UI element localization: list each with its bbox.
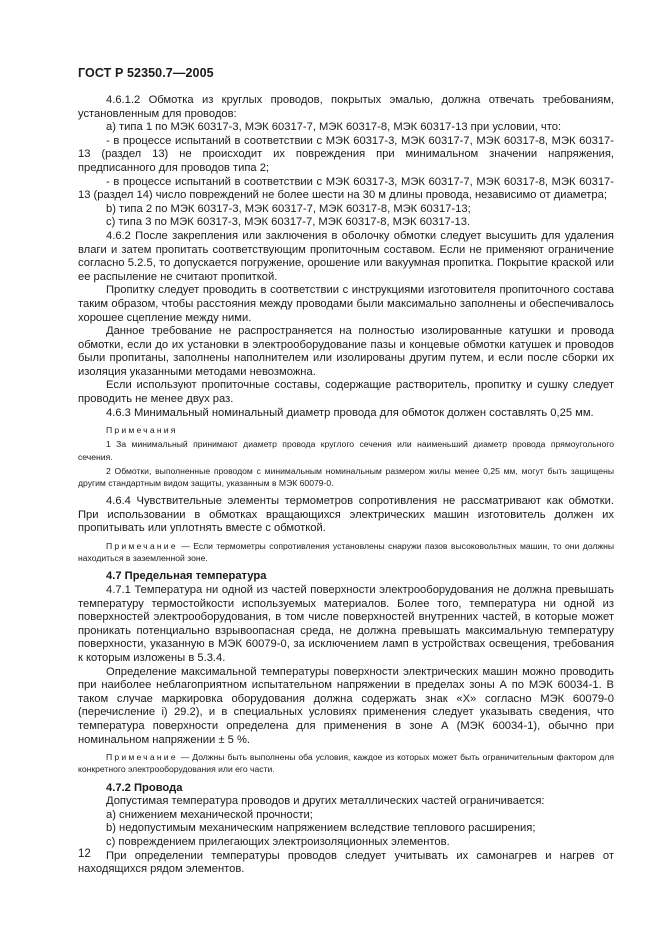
paragraph-4-6-3: 4.6.3 Минимальный номинальный диаметр провода для обмоток должен составлять 0,25 мм. (106, 406, 594, 419)
list-item-a-strength: а) снижением механической прочности; (106, 808, 313, 821)
list-item-a: а) типа 1 по МЭК 60317-3, МЭК 60317-7, МЭК 60317-8, МЭК 60317-13 при условии, что: (106, 121, 562, 134)
list-item-c-damage: c) повреждением прилегающих электроизоляционных элементов. (106, 835, 450, 848)
paragraph-max-temperature: Определение максимальной температуры поверхности электрических машин можно проводить при наиболее неблагоприятном испытательном напряжении в пределах зоны А по МЭК 60034-1. В таком случае маркировка оборудования должна содержать знак «Х» согласно МЭК 60079-0 (перечисление i) 29.2), и в специальных условиях применения следует указывать сведения, что температура поверхности определена для применения в зоне А (МЭК 60034-1), обычно при номинальном напряжении ± 5 %. (78, 665, 614, 746)
paragraph-conductor-limits: Допустимая температура проводов и других металлических частей ограничивается: (106, 795, 545, 808)
paragraph-self-heating: При определении температуры проводов следует учитывать их самонагрев и нагрев от находящихся рядом элементов. (78, 849, 614, 876)
list-subitem-test-14: - в процессе испытаний в соответствии с МЭК 60317-3, МЭК 60317-7, МЭК 60317-8, МЭК 60317-13 (раздел 14) число повреждений не более шести на 30 м длины провода, независимо от диаметра; (78, 175, 614, 202)
paragraph-exception: Данное требование не распространяется на полностью изолированные катушки и провода обмотки, если до их установки в электрооборудование пазы и концевые обмотки катушек и проводов были пропитаны, заполнены наполнителем или изолированы другим путем, и если после сборки их изоляция указанными методами невозможна. (78, 325, 614, 378)
paragraph-4-7-1: 4.7.1 Температура ни одной из частей поверхности электрооборудования не должна превышать температуру термостойкости используемых материалов. Более того, температура ни одной из поверхностей электрооборудования, в том числе поверхностей внутренних частей, в которые может проникать потенциально взрывоопасная среда, не должна превышать максимальную температуру поверхности, указанную в МЭК 60079-0, за исключением ламп в устройствах освещения, требования к которым изложены в 5.3.4. (78, 584, 614, 665)
section-heading-4-7-2: 4.7.2 Провода (106, 781, 183, 794)
note-conditions (78, 751, 614, 775)
note-2: 2 Обмотки, выполненные проводом с минимальным номинальным размером жилы менее 0,25 мм, могут быть защищены другим стандартным видом защиты, указанным в МЭК 60079-0. (78, 465, 614, 489)
section-heading-4-7: 4.7 Предельная температура (106, 570, 267, 583)
note-thermometers (78, 540, 614, 564)
list-item-b-stress: b) недопустимым механическим напряжением вследствие теплового расширения; (106, 822, 536, 835)
paragraph-4-6-4: 4.6.4 Чувствительные элементы термометров сопротивления не рассматривают как обмотки. При использовании в обмотках вращающихся электрических машин изготовитель должен их пропитывать или уплотнять вместе с обмоткой. (78, 495, 614, 535)
note-text: — Должны быть выполнены оба условия, каждое из которых может быть ограничительным фактором для конкретного электрооборудования или его части. (78, 752, 614, 775)
list-item-c: c) типа 3 по МЭК 60317-3, МЭК 60317-7, МЭК 60317-8, МЭК 60317-13. (106, 216, 471, 229)
paragraph-solvent: Если используют пропиточные составы, содержащие растворитель, пропитку и сушку следует проводить не менее двух раз. (78, 379, 614, 406)
paragraph-impregnation: Пропитку следует проводить в соответствии с инструкциями изготовителя пропиточного состава таким образом, чтобы расстояния между проводами были максимально заполнены и обеспечивалось хорошее сцепление между ними. (78, 284, 614, 324)
paragraph-4-6-1-2: 4.6.1.2 Обмотка из круглых проводов, покрытых эмалью, должна отвечать требованиям, установленным для проводов: (78, 94, 614, 120)
note-label: Примечание (106, 541, 178, 552)
page-number: 12 (78, 848, 91, 860)
note-1: 1 За минимальный принимают диаметр провода круглого сечения или наименьший диаметр провода прямоугольного сечения. (78, 439, 614, 462)
note-label: Примечание (106, 752, 178, 763)
notes-title: Примечания (106, 425, 178, 436)
list-item-b: b) типа 2 по МЭК 60317-3, МЭК 60317-7, МЭК 60317-8, МЭК 60317-13; (106, 202, 471, 215)
document-header: ГОСТ Р 52350.7—2005 (78, 66, 214, 80)
paragraph-4-6-2: 4.6.2 После закрепления или заключения в оболочку обмотки следует высушить для удаления влаги и затем пропитать соответствующим пропиточным составом. Если не применяют ограничение согласно 5.2.5, то допускается погружение, орошение или вакуумная пропитка. Покрытие краской или ее распыление не считают пропиткой. (78, 229, 614, 283)
document-body (78, 94, 614, 877)
note-text: — Если термометры сопротивления установлены снаружи пазов высоковольтных машин, то они должны находиться в заземленной зоне. (78, 541, 614, 564)
list-subitem-test-13: - в процессе испытаний в соответствии с МЭК 60317-3, МЭК 60317-7, МЭК 60317-8, МЭК 60317-13 (раздел 13) не происходит их повреждения при минимальном значении напряжения, предписанного для проводов типа 2; (78, 134, 614, 174)
